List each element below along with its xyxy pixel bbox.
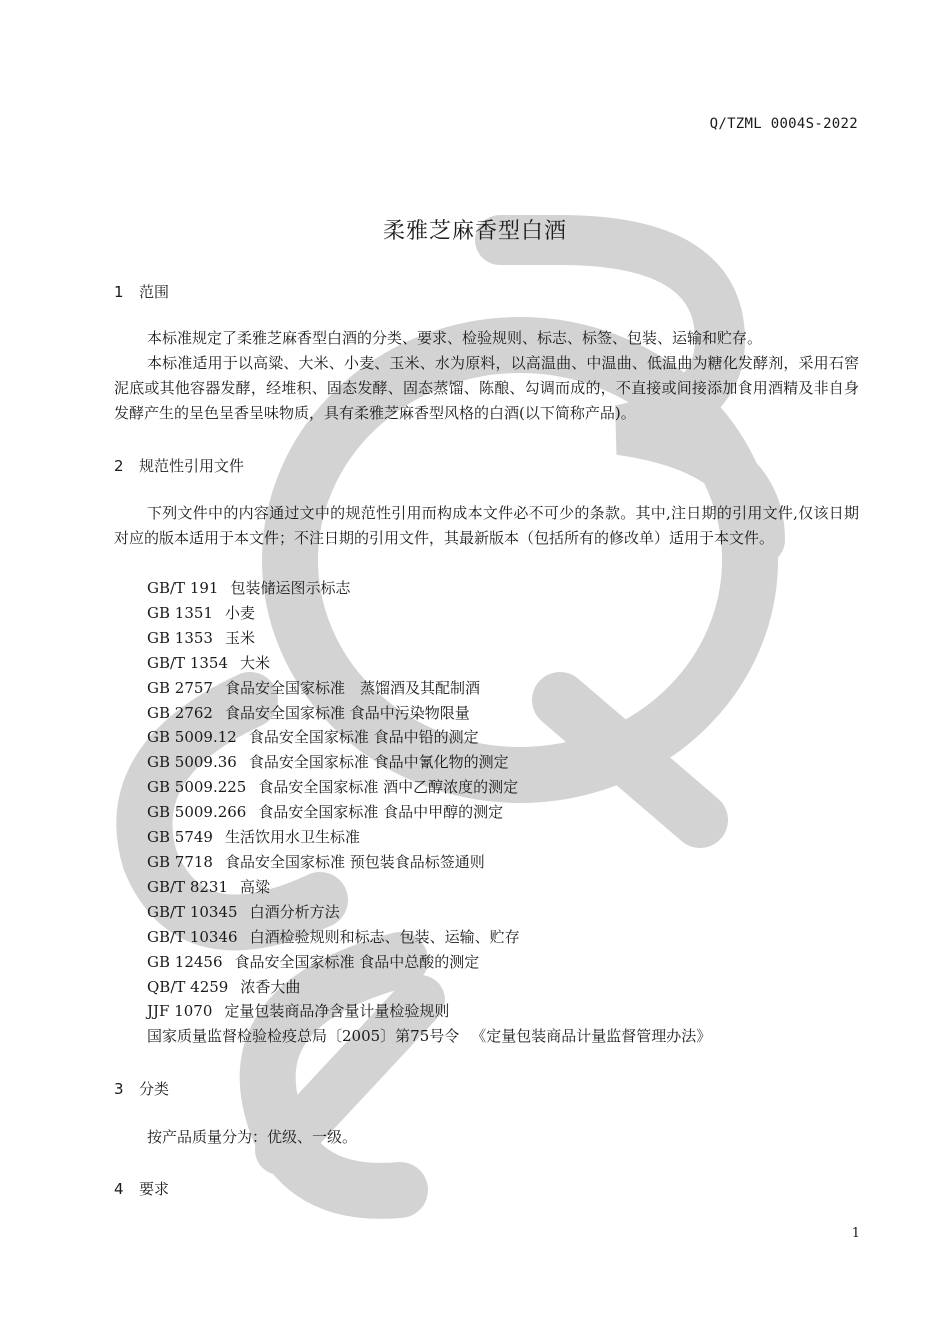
list-item [147,626,711,651]
reference-code: GB/T 10346 [147,927,238,946]
list-item [147,925,711,950]
document-title: 柔雅芝麻香型白酒 [382,219,567,244]
section-heading-requirements [114,1178,169,1199]
reference-code: GB 2757 [147,678,213,697]
section-heading-classification [114,1078,169,1099]
reference-list [147,576,711,1049]
reference-code: GB 1353 [147,628,213,647]
section-title: 要求 [139,1180,170,1198]
reference-code: GB/T 8231 [147,877,229,896]
normative-refs-intro: 下列文件中的内容通过文中的规范性引用而构成本文件必不可少的条款。其中,注日期的引用文件,仅该日期对应的版本适用于本文件；不注日期的引用文件，其最新版本（包括所有的修改单）适用于本文件。 [114,504,859,547]
section-title: 范围 [139,283,170,301]
reference-name: 食品安全国家标准 食品中甲醇的测定 [258,803,504,822]
scope-paragraph-1: 本标准规定了柔雅芝麻香型白酒的分类、要求、检验规则、标志、标签、包装、运输和贮存。 [147,329,763,347]
list-item [147,950,711,975]
reference-code: GB 5009.12 [147,728,237,747]
list-item [147,975,711,1000]
reference-code: QB/T 4259 [147,977,229,996]
classification-paragraph: 按产品质量分为：优级、一级。 [147,1128,358,1146]
list-item [147,701,711,726]
list-item [147,900,711,925]
reference-name: 《定量包装商品计量监督管理办法》 [471,1027,712,1046]
standard-code: Q/TZML 0004S-2022 [709,116,858,132]
reference-code: GB 12456 [147,952,223,971]
list-item [147,676,711,701]
reference-code: GB 5009.225 [147,778,247,797]
list-item [147,850,711,875]
section-number: 4 [114,1180,124,1198]
reference-name: 生活饮用水卫生标准 [224,828,360,847]
list-item [147,999,711,1024]
reference-name: 小麦 [224,603,255,622]
reference-code: GB 5749 [147,828,213,847]
list-item [147,825,711,850]
reference-name: 食品安全国家标准 酒中乙醇浓度的测定 [258,778,519,797]
reference-name: 大米 [240,653,271,672]
list-item [147,651,711,676]
reference-code: GB 5009.266 [147,803,247,822]
reference-name: 食品安全国家标准 预包装食品标签通则 [224,852,485,871]
reference-code: 国家质量监督检验检疫总局〔2005〕第75号令 [147,1027,460,1046]
reference-name: 白酒检验规则和标志、包装、运输、贮存 [249,927,520,946]
list-item [147,576,711,601]
list-item [147,750,711,775]
reference-name: 食品安全国家标准 食品中污染物限量 [224,703,470,722]
reference-code: GB/T 191 [147,579,219,597]
list-item [147,1024,711,1049]
reference-code: GB 5009.36 [147,753,237,772]
section-number: 1 [114,283,124,301]
section-number: 2 [114,457,124,475]
section-title: 分类 [139,1080,170,1098]
reference-name: 白酒分析方法 [249,902,340,921]
section-heading-scope [114,281,169,302]
section-title: 规范性引用文件 [139,457,245,475]
list-item [147,875,711,900]
reference-name: 食品安全国家标准 食品中铅的测定 [248,728,479,747]
reference-name: 玉米 [224,628,255,647]
reference-code: GB/T 10345 [147,902,238,921]
reference-name: 定量包装商品净含量计量检验规则 [224,1002,450,1021]
reference-name: 浓香大曲 [240,977,301,996]
list-item [147,775,711,800]
scope-paragraph-2: 本标准适用于以高粱、大米、小麦、玉米、水为原料，以高温曲、中温曲、低温曲为糖化发酵剂，采用石窖泥底或其他容器发酵，经堆积、固态发酵、固态蒸馏、陈酿、勾调而成的，不直接或间接添加食用酒精及非自身发酵产生的呈色呈香呈味物质，具有柔雅芝麻香型风格的白酒(以下简称产品)。 [114,354,859,422]
list-item [147,725,711,750]
list-item [147,601,711,626]
reference-code: JJF 1070 [147,1002,213,1021]
page-number: 1 [851,1226,860,1241]
reference-name: 包装储运图示标志 [230,579,351,597]
reference-code: GB 2762 [147,703,213,722]
reference-name: 食品安全国家标准 食品中氰化物的测定 [248,753,509,772]
reference-name: 高粱 [240,877,271,896]
list-item [147,800,711,825]
reference-code: GB 1351 [147,603,213,622]
section-heading-normative-refs [114,455,244,476]
reference-code: GB 7718 [147,852,213,871]
reference-code: GB/T 1354 [147,653,229,672]
section-number: 3 [114,1080,124,1098]
reference-name: 食品安全国家标准 食品中总酸的测定 [234,952,480,971]
reference-name: 食品安全国家标准 蒸馏酒及其配制酒 [224,678,480,697]
